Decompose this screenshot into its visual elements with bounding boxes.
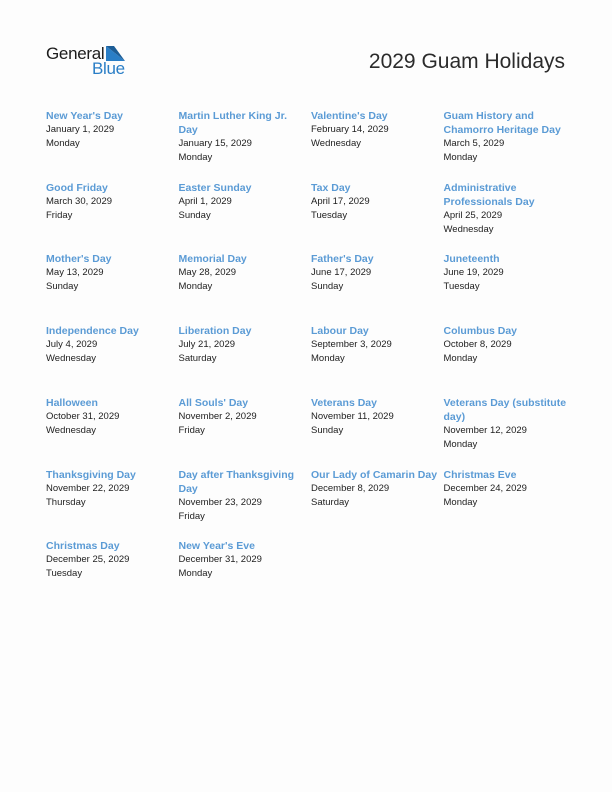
holiday-weekday: Friday (178, 425, 205, 436)
holiday-date: December 8, 2029 (311, 483, 390, 494)
holiday-date: May 13, 2029 (46, 267, 104, 278)
holiday-row (46, 324, 576, 396)
holiday-weekday: Wednesday (46, 353, 96, 364)
holiday-entry (46, 181, 179, 252)
holiday-date: June 19, 2029 (443, 267, 504, 278)
holiday-name: Good Friday (46, 182, 108, 194)
holiday-entry (311, 324, 444, 396)
holiday-date: February 14, 2029 (311, 124, 389, 135)
holiday-weekday: Monday (178, 281, 213, 292)
holiday-weekday: Friday (178, 511, 205, 522)
holiday-name: Juneteenth (443, 253, 500, 265)
holiday-weekday: Wednesday (311, 138, 361, 149)
holiday-weekday: Monday (443, 152, 478, 163)
holiday-name: Columbus Day (443, 325, 518, 337)
holiday-entry (179, 109, 312, 181)
holiday-name: Veterans Day (substitute day) (443, 397, 567, 423)
holiday-entry (46, 468, 179, 539)
holiday-weekday: Monday (178, 568, 213, 579)
holiday-date: July 21, 2029 (178, 339, 236, 350)
holiday-weekday: Sunday (311, 425, 344, 436)
holiday-date: November 23, 2029 (178, 497, 262, 508)
holiday-weekday: Saturday (311, 497, 350, 508)
holiday-row (46, 109, 576, 181)
holiday-entry (311, 396, 444, 468)
holiday-date: March 5, 2029 (443, 138, 505, 149)
holiday-name: New Year's Day (46, 110, 124, 122)
holiday-name: Veterans Day (311, 397, 377, 409)
holiday-row (46, 539, 576, 599)
holiday-name: Christmas Day (46, 540, 120, 552)
holiday-date: November 12, 2029 (443, 425, 527, 436)
holiday-entry (46, 109, 179, 181)
holiday-name: Martin Luther King Jr. Day (178, 110, 288, 136)
holiday-weekday: Tuesday (311, 210, 348, 221)
holiday-date: October 8, 2029 (443, 339, 512, 350)
holiday-weekday: Saturday (178, 353, 217, 364)
holiday-weekday: Monday (443, 497, 478, 508)
holiday-weekday: Tuesday (443, 281, 480, 292)
holiday-entry (444, 396, 577, 468)
holiday-name: Memorial Day (178, 253, 247, 265)
holiday-grid (46, 109, 576, 599)
holiday-date: May 28, 2029 (178, 267, 237, 278)
holiday-name: Day after Thanksgiving Day (178, 469, 295, 495)
holiday-date: November 11, 2029 (311, 411, 394, 422)
holiday-row (46, 396, 576, 468)
holiday-date: November 22, 2029 (46, 483, 130, 494)
holiday-weekday: Wednesday (443, 224, 494, 235)
holiday-entry (46, 539, 179, 599)
generalblue-logo (46, 44, 136, 80)
logo-blue-text: Blue (92, 59, 125, 78)
holiday-date: December 31, 2029 (178, 554, 262, 565)
holiday-weekday: Monday (178, 152, 213, 163)
holiday-date: March 30, 2029 (46, 196, 113, 207)
holiday-name: Christmas Eve (443, 469, 517, 481)
page-title: 2029 Guam Holidays (368, 50, 565, 73)
holiday-date: April 17, 2029 (311, 196, 370, 207)
holiday-entry (444, 181, 577, 252)
holiday-weekday: Monday (443, 439, 478, 450)
holiday-entry (46, 324, 179, 396)
holiday-date: January 1, 2029 (46, 124, 115, 135)
holiday-weekday: Sunday (178, 210, 211, 221)
holiday-weekday: Thursday (46, 497, 86, 508)
holiday-date: December 25, 2029 (46, 554, 130, 565)
holiday-entry (311, 252, 444, 324)
holiday-row (46, 252, 576, 324)
holiday-name: Liberation Day (178, 325, 252, 337)
holiday-name: Labour Day (311, 325, 369, 337)
holiday-weekday: Monday (311, 353, 345, 364)
holiday-name: Administrative Professionals Day (443, 182, 535, 208)
holiday-entry (311, 181, 444, 252)
logo-general-text: General (46, 44, 105, 63)
holiday-entry (311, 468, 444, 539)
holiday-weekday: Sunday (311, 281, 344, 292)
holiday-entry (46, 252, 179, 324)
holiday-entry (179, 181, 312, 252)
holiday-name: Mother's Day (46, 253, 112, 265)
holiday-name: Guam History and Chamorro Heritage Day (443, 110, 561, 136)
holiday-date: November 2, 2029 (178, 411, 257, 422)
holiday-date: July 4, 2029 (46, 339, 98, 350)
holiday-weekday: Monday (46, 138, 80, 149)
holiday-entry (444, 324, 577, 396)
holiday-weekday: Tuesday (46, 568, 83, 579)
holiday-name: Father's Day (311, 253, 374, 265)
holiday-date: April 25, 2029 (443, 210, 503, 221)
holiday-weekday: Wednesday (46, 425, 96, 436)
holiday-date: April 1, 2029 (178, 196, 232, 207)
holiday-entry (46, 396, 179, 468)
holiday-row (46, 468, 576, 539)
holiday-entry (311, 109, 444, 181)
holiday-entry (444, 252, 577, 324)
holiday-entry (179, 324, 312, 396)
holiday-name: Easter Sunday (178, 182, 252, 194)
holiday-name: Our Lady of Camarin Day (311, 469, 438, 481)
holiday-date: October 31, 2029 (46, 411, 120, 422)
holiday-name: Tax Day (311, 182, 351, 194)
holiday-weekday: Sunday (46, 281, 79, 292)
holiday-entry (444, 468, 577, 539)
holiday-name: All Souls' Day (178, 397, 249, 409)
holiday-name: New Year's Eve (178, 540, 255, 552)
holiday-entry (179, 539, 312, 599)
holiday-date: December 24, 2029 (443, 483, 527, 494)
holiday-entry (179, 468, 312, 539)
holiday-name: Valentine's Day (311, 110, 388, 122)
holiday-row (46, 181, 576, 252)
holiday-name: Independence Day (46, 325, 139, 337)
holiday-name: Halloween (46, 397, 98, 409)
holiday-name: Thanksgiving Day (46, 469, 136, 481)
holiday-weekday: Monday (443, 353, 478, 364)
holiday-entry (444, 109, 577, 181)
holiday-date: January 15, 2029 (178, 138, 252, 149)
holiday-date: June 17, 2029 (311, 267, 372, 278)
holiday-entry (179, 252, 312, 324)
holiday-weekday: Friday (46, 210, 73, 221)
holiday-date: September 3, 2029 (311, 339, 392, 350)
holiday-entry (179, 396, 312, 468)
